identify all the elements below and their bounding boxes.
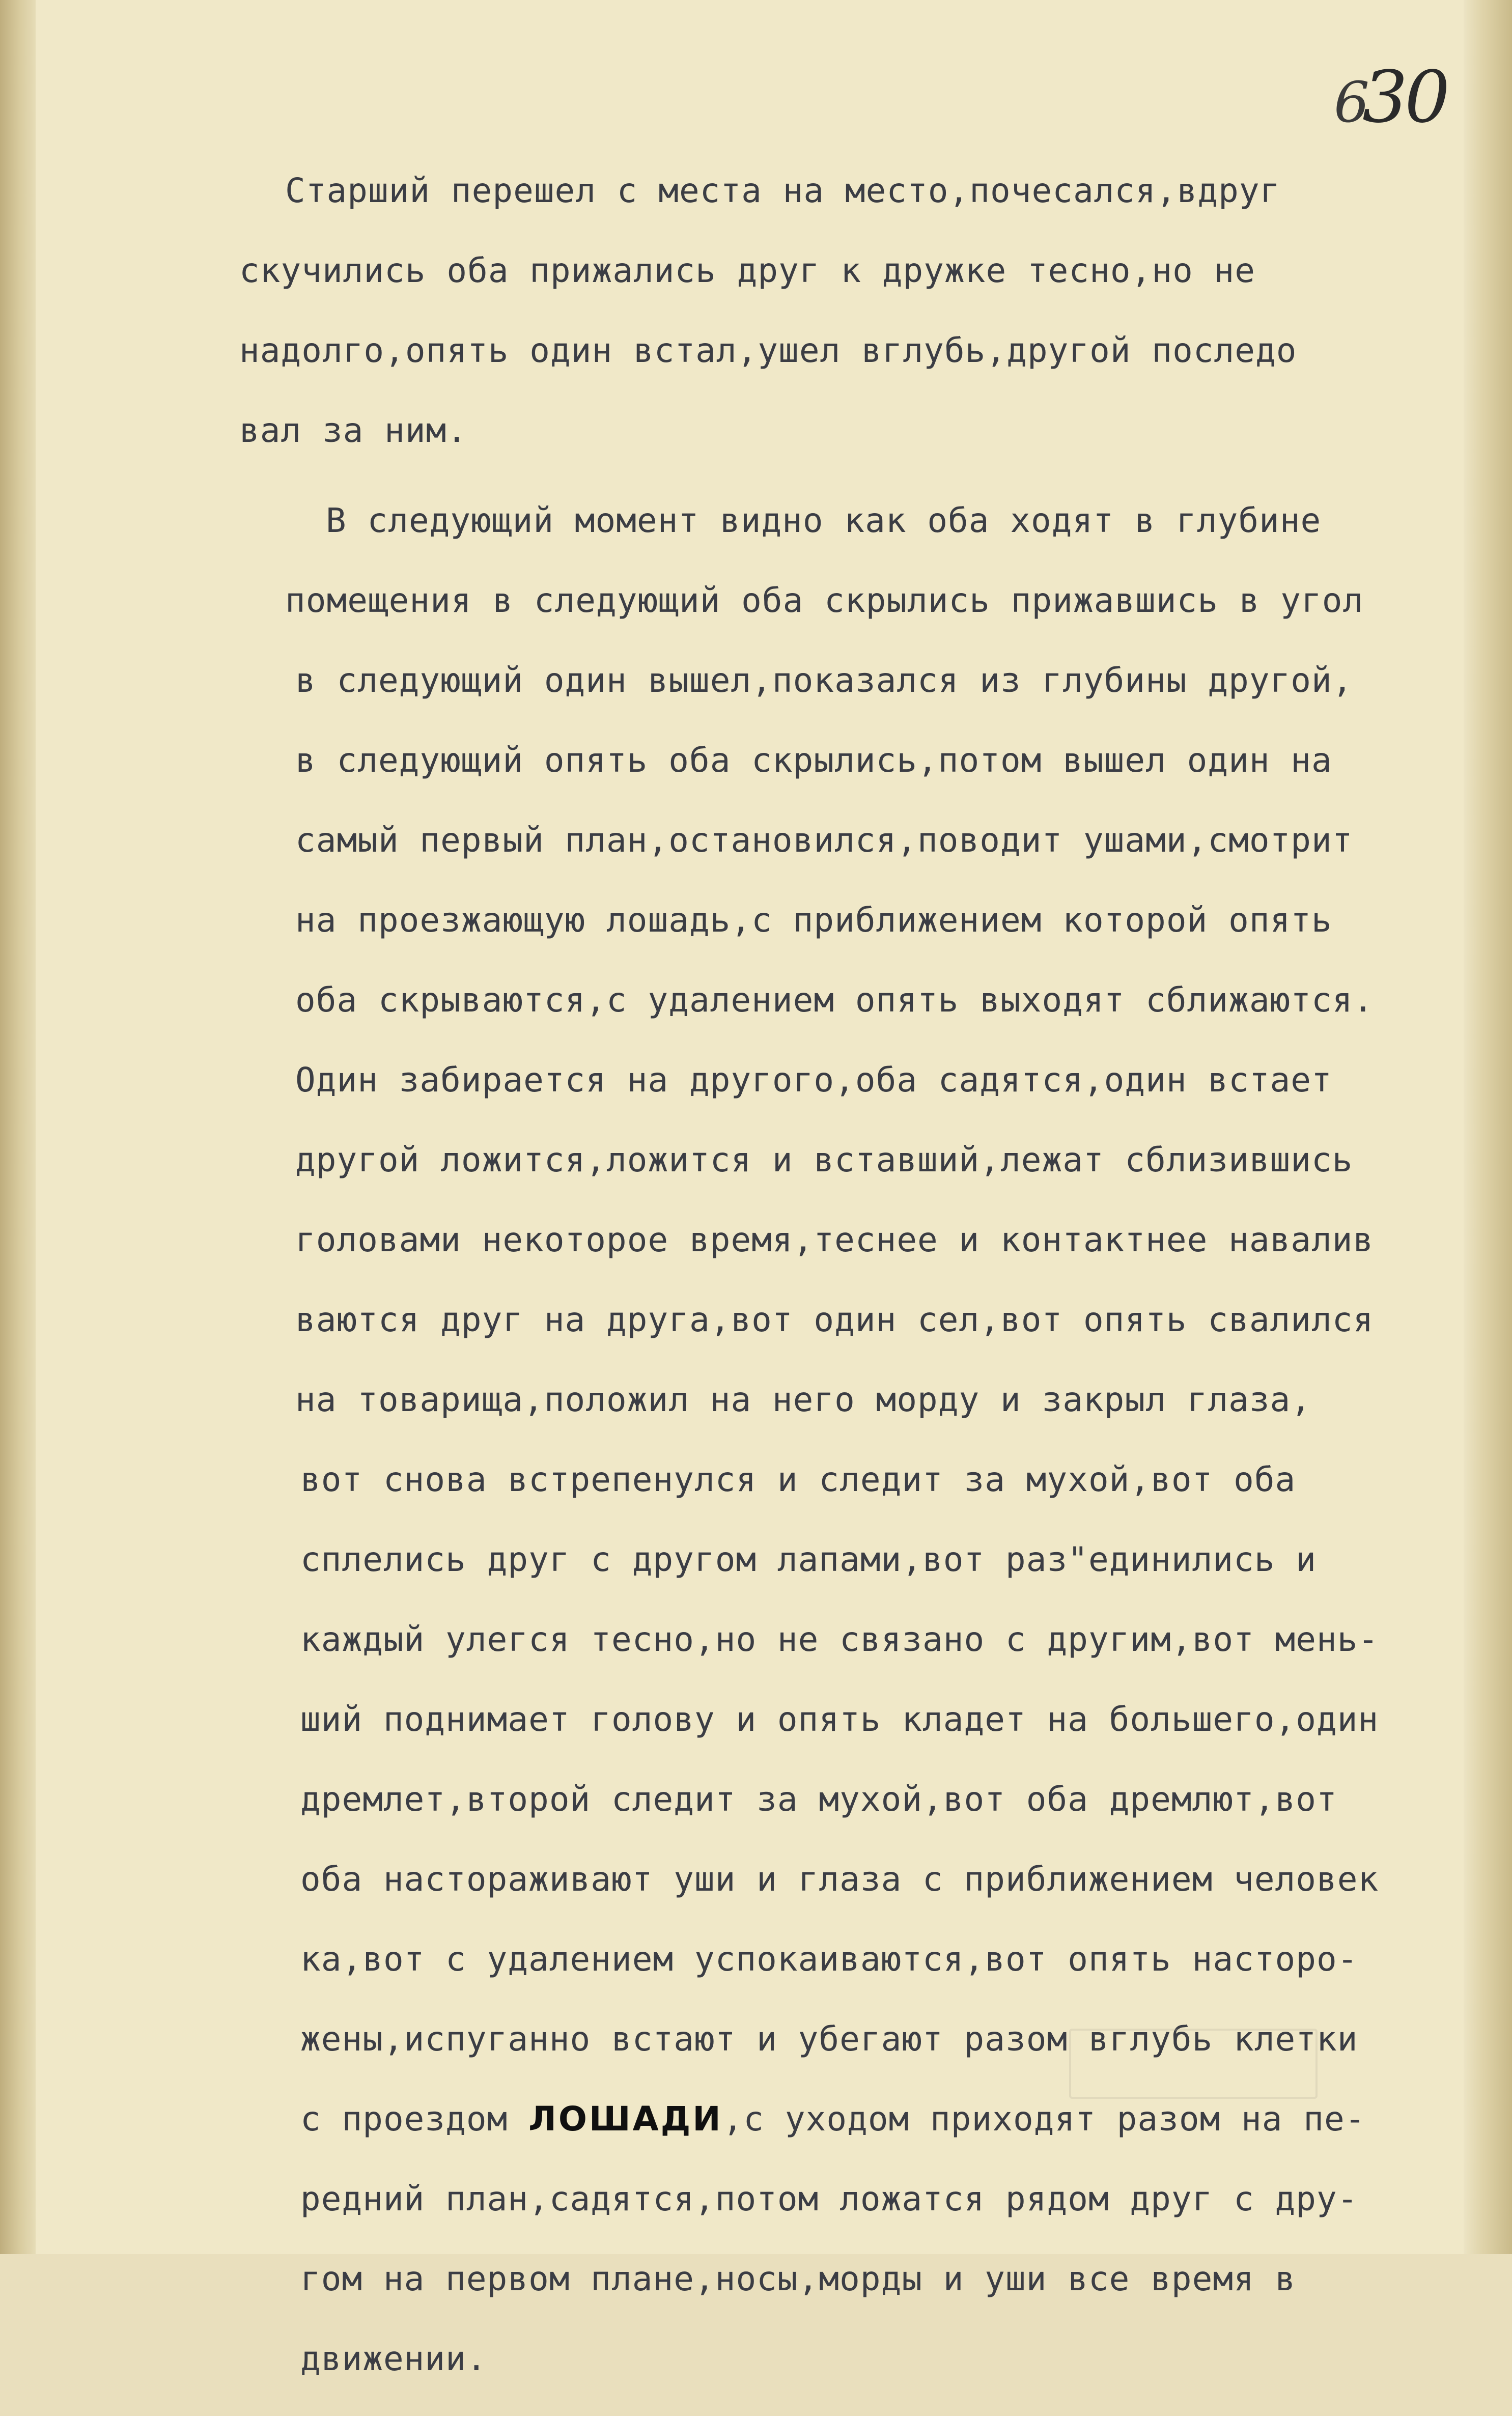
page-number-new: 30 bbox=[1362, 56, 1447, 139]
text-line: Старший перешел с места на место,почесался,вдруг bbox=[285, 171, 1281, 210]
text-line-with-insert bbox=[300, 2096, 1471, 2176]
text-line: другой ложится,ложится и вставший,лежат сблизившись bbox=[295, 1140, 1353, 1179]
text-line: оба скрываются,с удалением опять выходят сближаются. bbox=[295, 980, 1374, 1020]
text-line: ший поднимает голову и опять кладет на большего,один bbox=[300, 1700, 1379, 1739]
text-line: в следующий один вышел,показался из глубины другой, bbox=[295, 661, 1353, 700]
text-line: ваются друг на друга,вот один сел,вот опять свалился bbox=[295, 1300, 1374, 1339]
text-line: дремлет,второй следит за мухой,вот оба дремлют,вот bbox=[300, 1780, 1337, 1819]
page-number bbox=[1334, 56, 1447, 139]
text-line: самый первый план,остановился,поводит ушами,смотрит bbox=[295, 821, 1353, 860]
text-line: надолго,опять один встал,ушел вглубь,другой последо bbox=[239, 331, 1297, 370]
text-line: вал за ним. bbox=[239, 411, 468, 450]
text-line: сплелись друг с другом лапами,вот раз"единились и bbox=[300, 1540, 1317, 1579]
text-line: на проезжающую лошадь,с приближением которой опять bbox=[295, 901, 1332, 940]
text-line: на товарища,положил на него морду и закрыл глаза, bbox=[295, 1380, 1312, 1419]
faint-stamp bbox=[1069, 2029, 1318, 2099]
text-line: головами некоторое время,теснее и контактнее навалив bbox=[295, 1220, 1374, 1259]
text-line: оба настораживают уши и глаза с приближением человек bbox=[300, 1860, 1379, 1899]
text-line: в следующий опять оба скрылись,потом вышел один на bbox=[295, 741, 1332, 780]
handwritten-insert: ЛОШАДИ bbox=[528, 2099, 723, 2139]
text-line: гом на первом плане,носы,морды и уши все время в bbox=[300, 2259, 1296, 2298]
text-line: В следующий момент видно как оба ходят в глубине bbox=[326, 501, 1322, 540]
page-left-edge bbox=[0, 0, 36, 2254]
text-line: движении. bbox=[300, 2339, 487, 2378]
text-line: каждый улегся тесно,но не связано с другим,вот мень- bbox=[300, 1620, 1379, 1659]
text-line: Один забирается на другого,оба садятся,один встает bbox=[295, 1060, 1332, 1100]
page-number-old: 6 bbox=[1334, 70, 1366, 135]
text-segment: ,с уходом приходят разом на пе- bbox=[722, 2099, 1366, 2139]
text-line: редний план,садятся,потом ложатся рядом друг с дру- bbox=[300, 2179, 1358, 2218]
text-line: скучились оба прижались друг к дружке тесно,но не bbox=[239, 251, 1256, 290]
text-line: помещения в следующий оба скрылись прижавшись в угол bbox=[285, 581, 1364, 620]
text-line: жены,испуганно встают и убегают разом вглубь клетки bbox=[300, 2019, 1358, 2059]
text-line: ка,вот с удалением успокаиваются,вот опять насторо- bbox=[300, 1940, 1358, 1979]
text-segment: с проездом bbox=[300, 2099, 508, 2139]
text-line: вот снова встрепенулся и следит за мухой,вот оба bbox=[300, 1460, 1296, 1499]
